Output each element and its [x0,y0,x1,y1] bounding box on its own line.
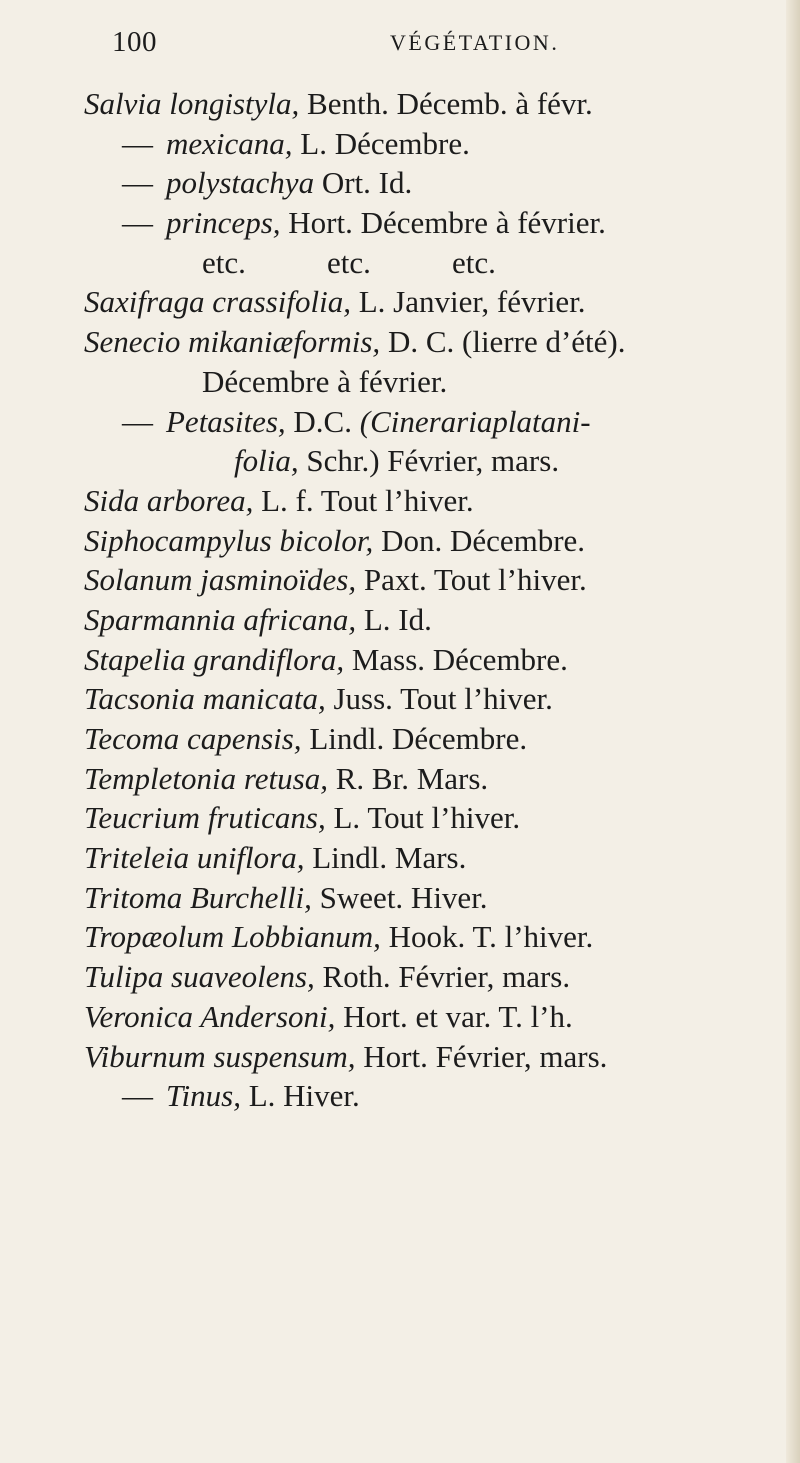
species-name: Viburnum suspensum, [84,1038,356,1074]
entry-details: Hort. et var. T. l’h. [335,998,573,1034]
species-name: Senecio mikaniæformis, [84,324,381,360]
species-name: Tecoma capensis, [84,721,302,756]
species-name: Solanum jasminoïdes, [84,562,357,598]
species-name: folia, [234,443,299,479]
entry-line [84,282,784,322]
entry-line [84,917,784,957]
entry-line [84,997,784,1037]
etc-text: etc. [452,244,496,280]
entry-line [84,640,784,680]
entry-line [84,600,784,640]
entry-details: Lindl. Décembre. [301,721,528,756]
entry-details: Don. Décembre. [373,522,586,558]
entry-details: Sweet. Hiver. [311,879,488,915]
species-name: Teucrium fruticans, [84,800,326,836]
entry-details: L. Janvier, février. [350,284,586,320]
running-head: VÉGÉTATION. [390,30,560,55]
entry-details: Hort. Février, mars. [355,1038,608,1074]
entry-line [84,719,784,759]
entry-details: L. Tout l’hiver. [325,800,521,836]
species-name: Veronica Andersoni, [84,998,336,1034]
entry-details: L. Décembre. [292,125,470,161]
species-name: Saxifraga crassifolia, [84,284,351,320]
entry-details: Hort. Décembre à février. [280,205,606,241]
entry-line [84,679,784,719]
repeat-dash: — [122,205,153,241]
species-name: princeps, [166,205,281,241]
entry-details: Ort. Id. [314,165,413,201]
entry-line [84,441,784,481]
entry-line [84,243,784,283]
species-name: mexicana, [166,125,293,161]
repeat-dash: — [122,165,153,201]
entry-details: Mass. Décembre. [344,641,568,677]
entry-line [84,759,784,799]
entry-line [84,402,784,442]
etc-text: etc. [202,244,246,280]
etc-text: etc. [327,244,371,280]
species-name: Siphocampylus bicolor, [84,522,374,558]
entry-details: D.C. [285,403,360,439]
entry-details: L. Hiver. [240,1078,360,1114]
entry-line [84,957,784,997]
entry-line [84,362,784,402]
entry-line [84,124,784,164]
species-name: Sida arborea, [84,482,254,518]
species-synonym: (Cinerariaplatani- [359,403,591,439]
entry-line [84,203,784,243]
species-name: Tinus, [166,1078,241,1114]
repeat-dash: — [122,403,153,439]
species-name: Tacsonia manicata, [84,681,326,717]
page-edge-shadow [786,0,800,1463]
entry-line [84,1076,784,1116]
species-name: Templetonia retusa, [84,760,328,796]
species-name: Salvia longistyla, [84,86,300,121]
species-name: Tropæolum Lobbianum, [84,919,381,955]
entry-line [84,521,784,561]
entry-line [84,838,784,878]
species-name: Tritoma Burchelli, [84,879,312,915]
entry-details: Roth. Février, mars. [314,959,571,995]
species-name: Stapelia grandiflora, [84,641,345,677]
entry-line [84,322,784,362]
entry-line [84,1037,784,1077]
entry-line [84,798,784,838]
entry-details: Lindl. Mars. [304,840,467,876]
species-name: Tulipa suaveolens, [84,959,315,995]
entry-details: Benth. Décemb. à févr. [299,86,593,121]
species-list [84,84,784,1116]
species-name: polystachya [166,165,315,201]
entry-details: L. f. Tout l’hiver. [253,482,474,518]
entry-details: Hook. T. l’hiver. [380,919,594,955]
entry-details: Décembre à février. [202,363,448,399]
repeat-dash: — [122,125,153,161]
page-number: 100 [112,26,157,58]
entry-details: Paxt. Tout l’hiver. [356,562,587,598]
entry-line [84,560,784,600]
entry-line [84,481,784,521]
species-name: Petasites, [166,403,286,439]
entry-line [84,163,784,203]
repeat-dash: — [122,1078,153,1114]
entry-line [84,878,784,918]
entry-details: L. Id. [356,601,432,637]
entry-details: Juss. Tout l’hiver. [325,681,553,717]
species-name: Triteleia uniflora, [84,840,305,876]
species-name: Sparmannia africana, [84,601,357,637]
entry-details: Schr.) Février, mars. [298,443,560,479]
entry-line [84,84,784,124]
entry-details: R. Br. Mars. [328,760,489,796]
entry-details: D. C. (lierre d’été). [380,324,626,360]
page-header [112,26,752,66]
